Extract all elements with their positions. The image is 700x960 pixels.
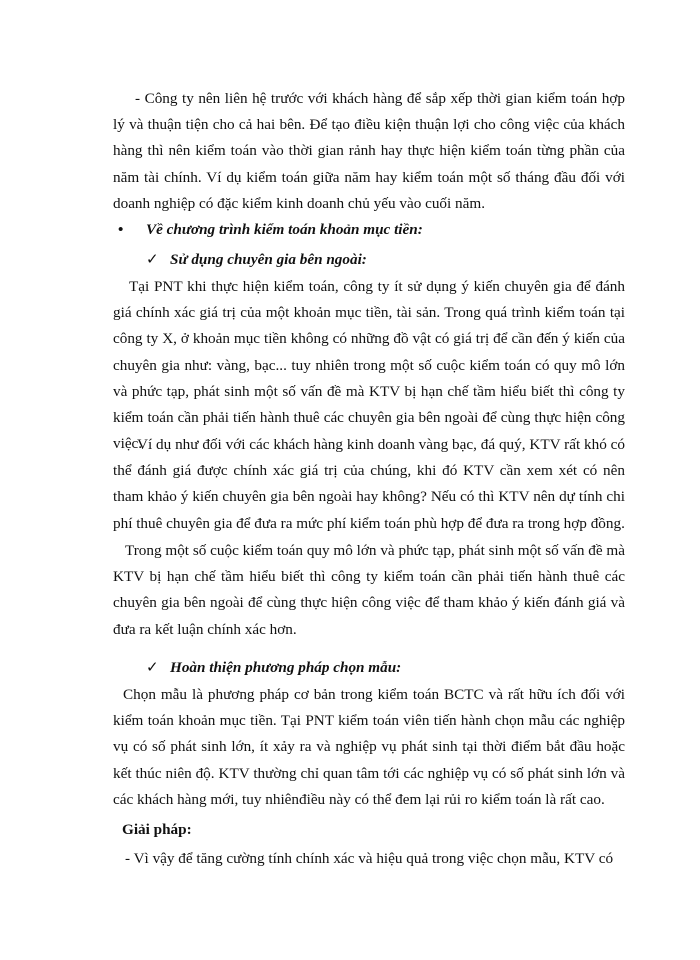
paragraph-sampling: Chọn mẫu là phương pháp cơ bản trong kiểm toán BCTC và rất hữu ích đối với kiểm toán khoản mục tiền. Tại PNT kiểm toán viên tiến hành chọn mẫu các nghiệp vụ có số phát sinh lớn, ít xảy ra và nghiệp vụ phát sinh tại thời điểm bắt đầu hoặc kết thúc niên độ. KTV thường chỉ quan tâm tới các nghiệp vụ có số phát sinh lớn và các khách hàng mới, tuy nhiênđiều này có thể đem lại rủi ro kiểm toán là rất cao. — [113, 686, 625, 808]
heading-audit-program — [118, 218, 423, 242]
heading-audit-program-text: Về chương trình kiểm toán khoản mục tiền: — [146, 221, 423, 238]
heading-external-experts — [146, 248, 367, 272]
paragraph-experts-intro: Tại PNT khi thực hiện kiểm toán, công ty ít sử dụng ý kiến chuyên gia để đánh giá chính xác giá trị của một khoản mục tiền, tài sản. Trong quá trình kiểm toán tại công ty X, ở khoản mục tiền không có những đồ vật có giá trị để cần đến ý kiến của chuyên gia như: vàng, bạc... tuy nhiên trong một số cuộc kiểm toán có quy mô lớn và phức tạp, phát sinh một số vấn đề mà KTV bị hạn chế tầm hiểu biết thì công ty kiểm toán cần phải tiến hành thuê các chuyên gia bên ngoài để cùng thực hiện công việc. — [113, 278, 625, 453]
heading-sampling-text: Hoàn thiện phương pháp chọn mẫu: — [170, 659, 402, 676]
paragraph-solution: - Vì vậy để tăng cường tính chính xác và hiệu quả trong việc chọn mẫu, KTV có — [125, 850, 614, 867]
heading-external-experts-text: Sử dụng chuyên gia bên ngoài: — [170, 251, 367, 268]
checkmark-icon: ✓ — [146, 659, 159, 676]
heading-sampling — [146, 656, 401, 680]
paragraph-scheduling: - Công ty nên liên hệ trước với khách hàng để sắp xếp thời gian kiểm toán hợp lý và thuận tiện cho cả hai bên. Để tạo điều kiện thuận lợi cho công việc của khách hàng thì nên kiểm toán vào thời gian rảnh hay thực hiện kiểm toán từng phần của năm tài chính. Ví dụ kiểm toán giữa năm hay kiểm toán một số tháng đầu đối với doanh nghiệp có đặc kiểm kinh doanh chủ yếu vào cuối năm. — [113, 90, 625, 212]
heading-solution: Giải pháp: — [122, 821, 192, 838]
paragraph-experts-example: Ví dụ như đối với các khách hàng kinh doanh vàng bạc, đá quý, KTV rất khó có thể đánh giá được chính xác giá trị của chúng, khi đó KTV cần xem xét có nên tham khảo ý kiến chuyên gia bên ngoài hay không? Nếu có thì KTV nên dự tính chi phí thuê chuyên gia để đưa ra mức phí kiểm toán phù hợp để đưa ra trong hợp đồng. — [113, 436, 625, 532]
paragraph-experts-large-audits: Trong một số cuộc kiểm toán quy mô lớn và phức tạp, phát sinh một số vấn đề mà KTV bị hạn chế tầm hiểu biết thì công ty kiểm toán cần phải tiến hành thuê các chuyên gia bên ngoài để cùng thực hiện công việc để tham khảo ý kiến đánh giá và đưa ra kết luận chính xác hơn. — [113, 542, 625, 638]
checkmark-icon: ✓ — [146, 251, 159, 268]
bullet-icon: • — [118, 221, 124, 238]
